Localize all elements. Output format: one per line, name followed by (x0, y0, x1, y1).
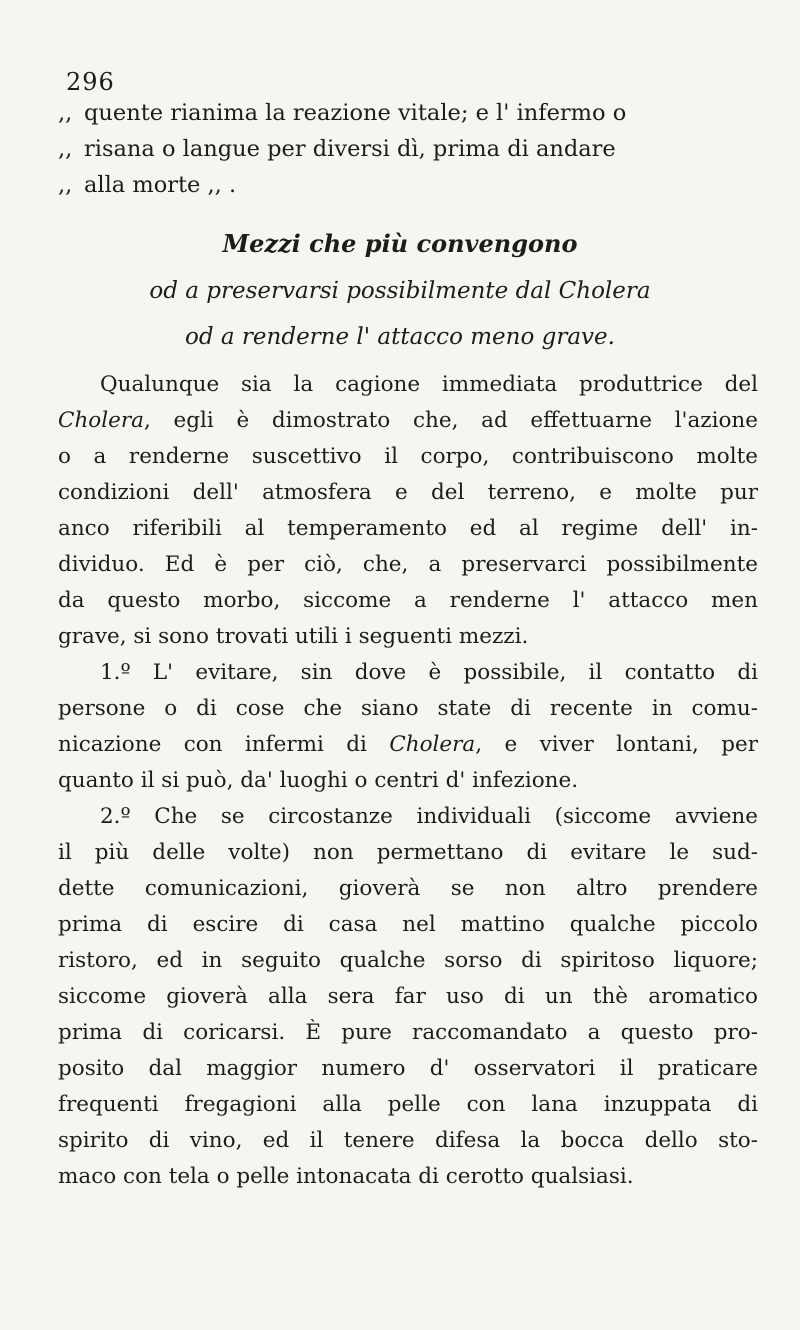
list-item-2-line: maco con tela o pelle intonacata di cerotto qualsiasi. (58, 1164, 634, 1189)
paragraph-line: anco riferibili al temperamento ed al regime dell' in- (58, 516, 758, 541)
list-number: 2.º (100, 804, 131, 829)
list-item-1-line: quanto il si può, da' luoghi o centri d' infezione. (58, 768, 579, 793)
paragraph-line: o a renderne suscettivo il corpo, contribuiscono molte (58, 444, 758, 469)
cholera-word: Cholera (58, 408, 144, 433)
quote-mark: ,, (58, 136, 73, 162)
quote-text: alla morte ,, . (84, 172, 237, 198)
list-item-2-line: dette comunicazioni, gioverà se non altro prendere (58, 876, 758, 901)
quote-mark: ,, (58, 172, 73, 198)
section-heading-line-2: od a preservarsi possibilmente dal Cholera (149, 278, 651, 304)
quote-text: risana o langue per diversi dì, prima di andare (84, 136, 616, 162)
paragraph-line: da questo morbo, siccome a renderne l' attacco men (58, 588, 758, 613)
list-item-1-line: persone o di cose che siano state di recente in comu- (58, 696, 758, 721)
quote-line-3 (58, 174, 236, 197)
paragraph-line: Qualunque sia la cagione immediata produttrice del (100, 372, 758, 397)
section-heading-line-3: od a renderne l' attacco meno grave. (185, 324, 615, 350)
quote-line-2 (58, 138, 616, 161)
paragraph-line: dividuo. Ed è per ciò, che, a preservarci possibilmente (58, 552, 758, 577)
list-item-2-line: siccome gioverà alla sera far uso di un thè aromatico (58, 984, 758, 1009)
list-item-2-line: prima di coricarsi. È pure raccomandato a questo pro- (58, 1020, 758, 1045)
list-item-2-line: posito dal maggior numero d' osservatori il praticare (58, 1056, 758, 1081)
list-item-2-line: frequenti fregagioni alla pelle con lana inzuppata di (58, 1092, 758, 1117)
list-item-2-line: prima di escire di casa nel mattino qualche piccolo (58, 912, 758, 937)
page-number: 296 (66, 68, 115, 96)
list-item-2-line: ristoro, ed in seguito qualche sorso di spiritoso liquore; (58, 948, 758, 973)
list-item-1-line: nicazione con infermi di Cholera, e viver lontani, per (58, 732, 758, 757)
list-item-2-line: 2.º Che se circostanze individuali (siccome avviene (100, 804, 758, 829)
list-item-2-line: spirito di vino, ed il tenere difesa la bocca dello sto- (58, 1128, 758, 1153)
paragraph-line: condizioni dell' atmosfera e del terreno, e molte pur (58, 480, 758, 505)
paragraph-line: Cholera, egli è dimostrato che, ad effettuarne l'azione (58, 408, 758, 433)
list-number: 1.º (100, 660, 131, 685)
list-item-2-line: il più delle volte) non permettano di evitare le sud- (58, 840, 758, 865)
quote-line-1 (58, 102, 626, 125)
quote-mark: ,, (58, 100, 73, 126)
paragraph-line: grave, si sono trovati utili i seguenti mezzi. (58, 624, 529, 649)
list-item-1-line: 1.º L' evitare, sin dove è possibile, il contatto di (100, 660, 758, 685)
cholera-word: Cholera (389, 732, 476, 757)
section-heading-line-1: Mezzi che più convengono (222, 229, 578, 258)
quote-text: quente rianima la reazione vitale; e l' infermo o (84, 100, 627, 126)
